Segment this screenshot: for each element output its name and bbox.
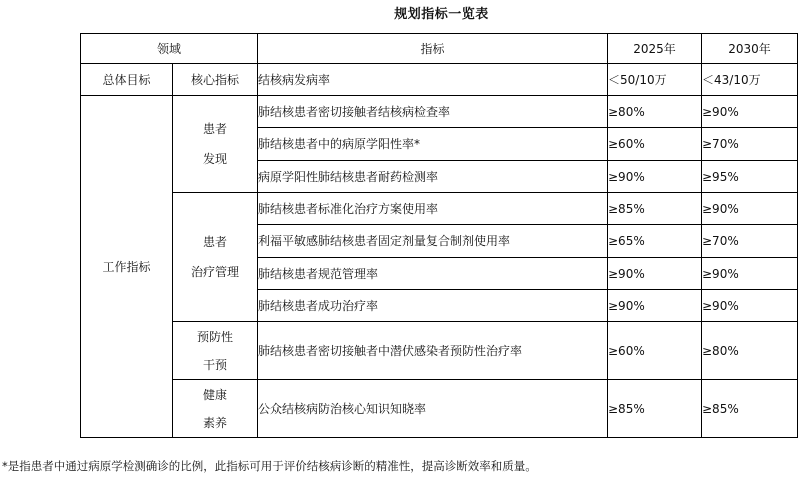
subdomain-line: 患者	[202, 235, 227, 249]
subdomain-core: 核心指标	[173, 64, 258, 96]
subdomain-line: 发现	[202, 152, 227, 166]
table-row	[81, 322, 798, 380]
indicator-table	[80, 33, 798, 438]
domain-overall: 总体目标	[81, 64, 173, 96]
value-2030: ＜43/10万	[702, 64, 798, 96]
subdomain-preventive-intervention	[173, 322, 258, 380]
subdomain-line: 患者	[202, 122, 227, 136]
header-domain: 领域	[81, 34, 258, 64]
value-2025: ≥80%	[608, 96, 702, 128]
indicator-cell: 公众结核病防治核心知识知晓率	[258, 380, 608, 438]
table-title: 规划指标一览表	[394, 7, 489, 22]
subdomain-line: 治疗管理	[190, 265, 239, 279]
value-2025: ≥60%	[608, 322, 702, 380]
indicator-cell: 病原学阳性肺结核患者耐药检测率	[258, 161, 608, 193]
subdomain-patient-treatment	[173, 193, 258, 322]
table-row	[81, 380, 798, 438]
indicator-cell: 肺结核患者标准化治疗方案使用率	[258, 193, 608, 225]
subdomain-line: 健康	[202, 387, 227, 402]
value-2025: ＜50/10万	[608, 64, 702, 96]
header-2025: 2025年	[608, 34, 702, 64]
value-2025: ≥85%	[608, 193, 702, 225]
indicator-cell: 肺结核患者成功治疗率	[258, 290, 608, 322]
value-2025: ≥85%	[608, 380, 702, 438]
value-2030: ≥85%	[702, 380, 798, 438]
indicator-cell: 肺结核患者密切接触者中潜伏感染者预防性治疗率	[258, 322, 608, 380]
table-row	[81, 64, 798, 96]
header-2030: 2030年	[702, 34, 798, 64]
indicator-cell: 肺结核患者密切接触者结核病检查率	[258, 96, 608, 128]
header-row	[81, 34, 798, 64]
value-2030: ≥90%	[702, 258, 798, 290]
subdomain-line: 干预	[202, 357, 227, 372]
value-2025: ≥60%	[608, 128, 702, 161]
value-2030: ≥90%	[702, 96, 798, 128]
subdomain-line: 预防性	[196, 329, 233, 344]
subdomain-line: 素养	[202, 415, 227, 430]
header-indicator: 指标	[258, 34, 608, 64]
indicator-cell: 肺结核患者规范管理率	[258, 258, 608, 290]
value-2025: ≥90%	[608, 161, 702, 193]
subdomain-patient-finding	[173, 96, 258, 193]
value-2025: ≥65%	[608, 225, 702, 258]
value-2030: ≥95%	[702, 161, 798, 193]
value-2030: ≥80%	[702, 322, 798, 380]
value-2030: ≥90%	[702, 290, 798, 322]
value-2025: ≥90%	[608, 290, 702, 322]
value-2030: ≥70%	[702, 225, 798, 258]
subdomain-health-literacy	[173, 380, 258, 438]
value-2025: ≥90%	[608, 258, 702, 290]
indicator-cell: 结核病发病率	[258, 64, 608, 96]
indicator-cell: 肺结核患者中的病原学阳性率*	[258, 128, 608, 161]
indicator-cell: 利福平敏感肺结核患者固定剂量复合制剂使用率	[258, 225, 608, 258]
table-row	[81, 193, 798, 225]
value-2030: ≥70%	[702, 128, 798, 161]
value-2030: ≥90%	[702, 193, 798, 225]
table-row	[81, 96, 798, 128]
footnote: *是指患者中通过病原学检测确诊的比例，此指标可用于评价结核病诊断的精准性，提高诊断效率和质量。	[2, 459, 537, 473]
domain-work: 工作指标	[81, 96, 173, 438]
